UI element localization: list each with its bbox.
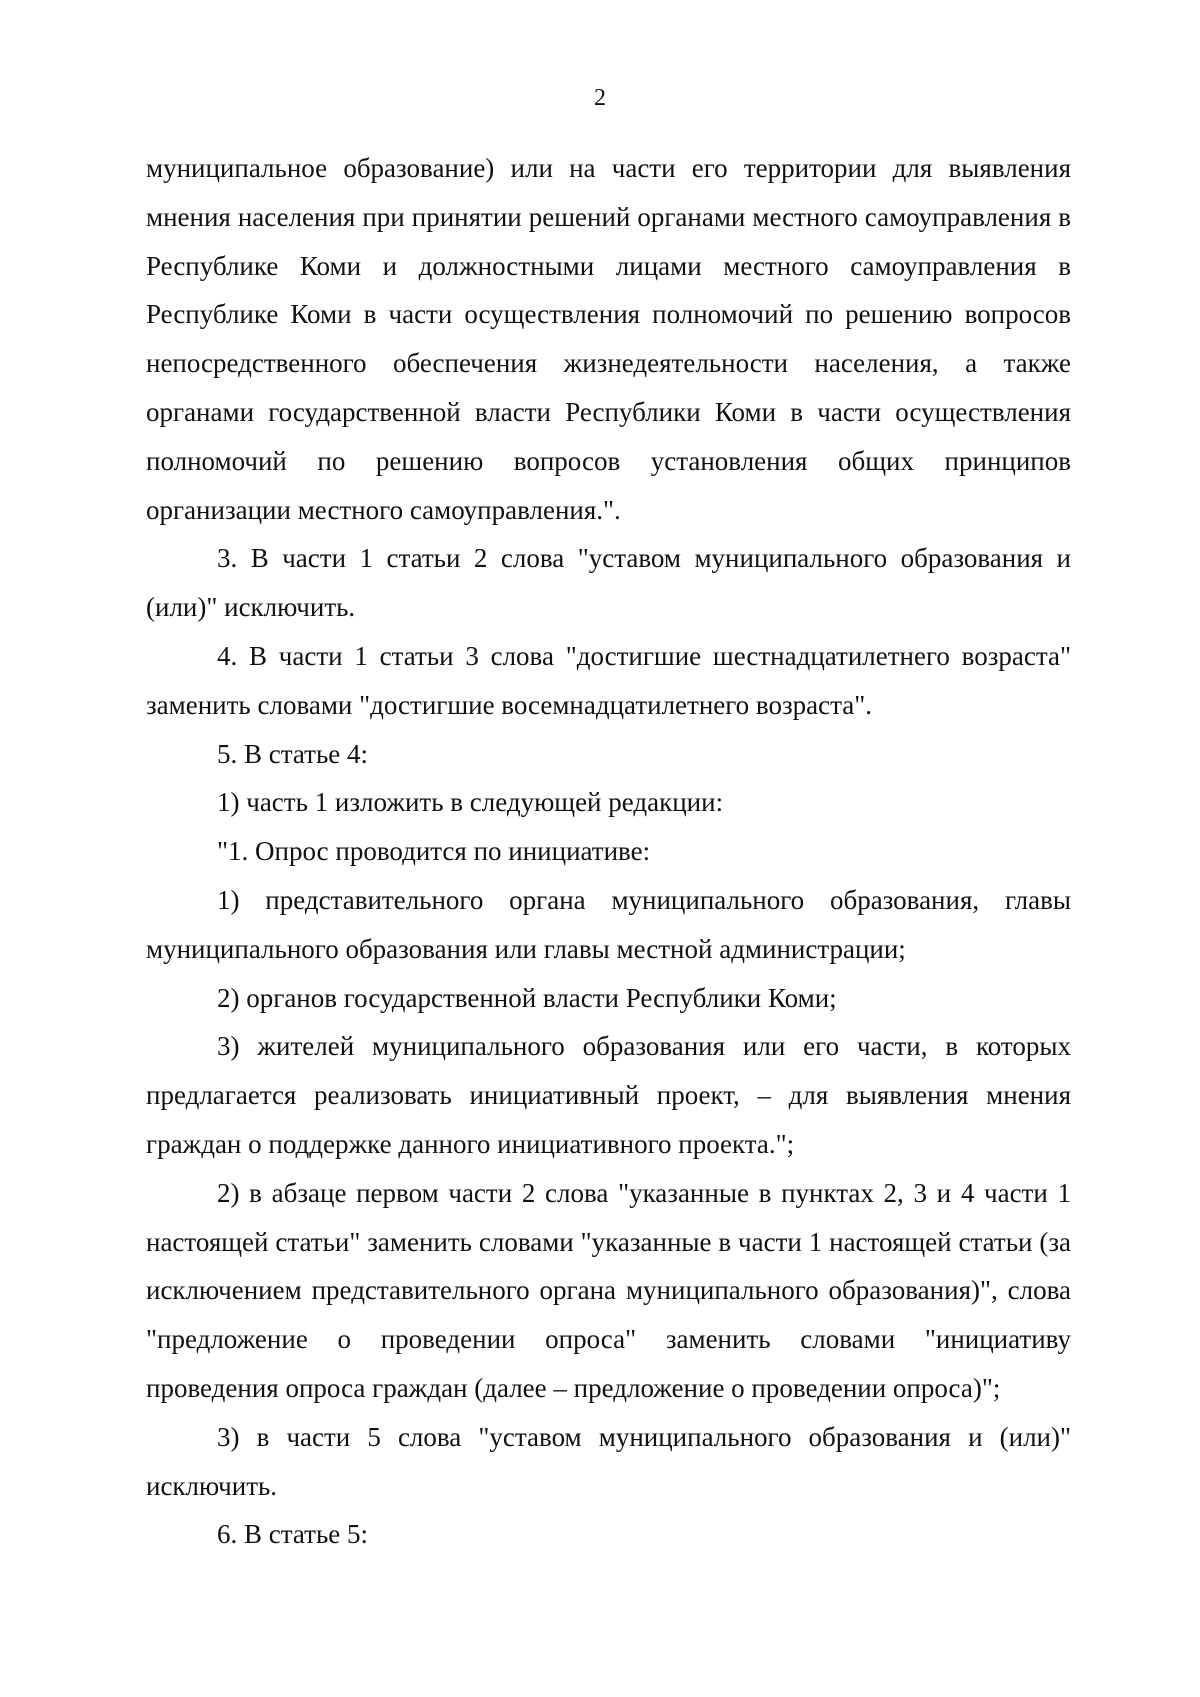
- paragraph-item-4: 4. В части 1 статьи 3 слова "достигшие шестнадцатилетнего возраста" заменить словами "достигшие восемнадцатилетнего возраста".: [146, 640, 1071, 720]
- paragraph-subitem-1: 1) часть 1 изложить в следующей редакции:: [217, 787, 724, 818]
- paragraph-quote-item-1: 1) представительного органа муниципального образования, главы муниципального образования или главы местной администрации;: [146, 884, 1071, 964]
- paragraph-item-3: 3. В части 1 статьи 2 слова "уставом муниципального образования и (или)" исключить.: [146, 543, 1071, 623]
- paragraph-subitem-3: 3) в части 5 слова "уставом муниципального образования и (или)" исключить.: [146, 1421, 1071, 1501]
- document-body: [146, 144, 1071, 1559]
- paragraph-item-5: 5. В статье 4:: [217, 738, 369, 769]
- paragraph-quote-item-2: 2) органов государственной власти Республики Коми;: [217, 982, 837, 1013]
- paragraph-continuation: муниципальное образование) или на части его территории для выявления мнения населения при принятии решений органами местного самоуправления в Республике Коми и должностными лицами местного самоуправления в Республике Коми в части осуществления полномочий по решению вопросов непосредственного обеспечения жизнедеятельности населения, а также органами государственной власти Республики Коми в части осуществления полномочий по решению вопросов установления общих принципов организации местного самоуправления.".: [146, 153, 1071, 525]
- page-number: 2: [594, 85, 606, 111]
- paragraph-quote-item-3: 3) жителей муниципального образования или его части, в которых предлагается реализовать инициативный проект, – для выявления мнения граждан о поддержке данного инициативного проекта.";: [146, 1031, 1071, 1159]
- paragraph-quote-start: "1. Опрос проводится по инициативе:: [217, 836, 651, 867]
- paragraph-subitem-2: 2) в абзаце первом части 2 слова "указанные в пунктах 2, 3 и 4 части 1 настоящей статьи" заменить словами "указанные в части 1 настоящей статьи (за исключением представительного органа муниципального образования)", слова "предложение о проведении опроса" заменить словами "инициативу проведения опроса граждан (далее – предложение о проведении опроса)";: [146, 1177, 1071, 1403]
- paragraph-item-6: 6. В статье 5:: [217, 1519, 369, 1550]
